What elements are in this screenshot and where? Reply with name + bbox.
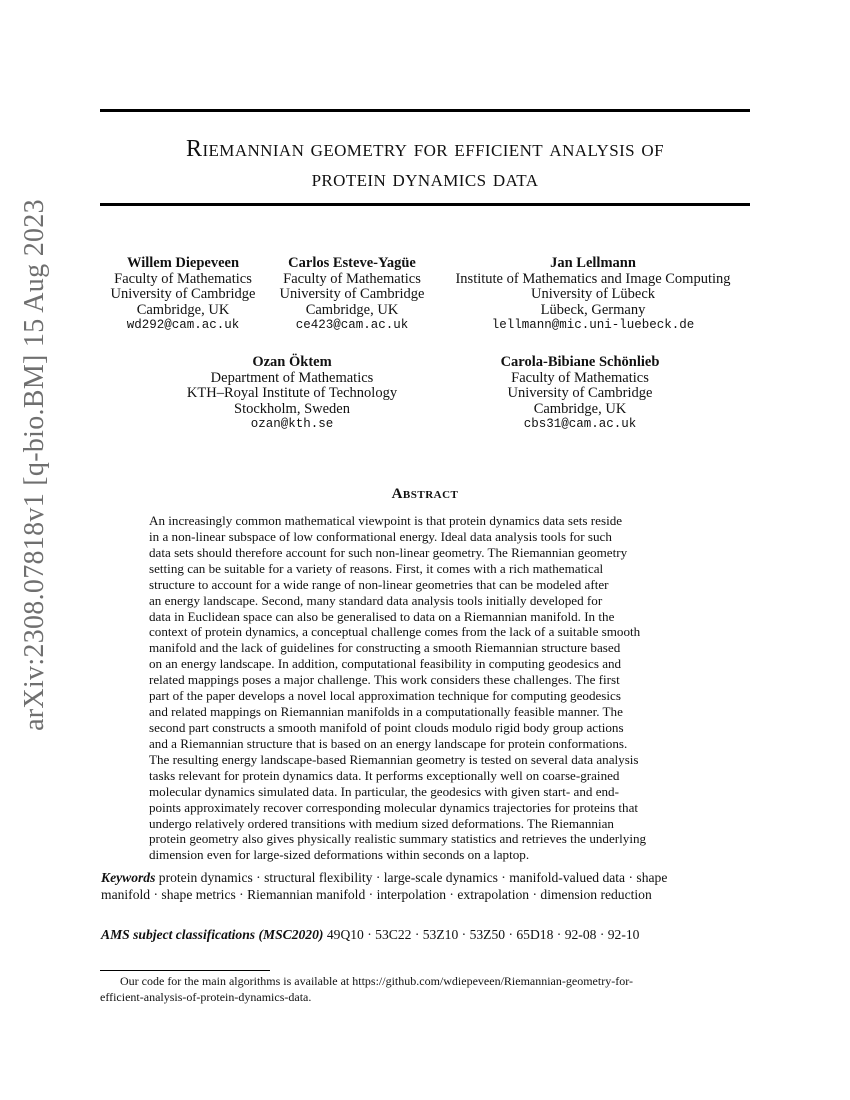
abstract-line: The resulting energy landscape-based Riemannian geometry is tested on several data analysis	[149, 751, 639, 767]
footnote-line-1: Our code for the main algorithms is available at https://github.com/wdiepeveen/Riemannian-geometry-for-	[120, 974, 633, 988]
arxiv-identifier: arXiv:2308.07818v1 [q-bio.BM] 15 Aug 2023	[19, 199, 50, 731]
abstract-line: structure to account for a wide range of non-linear geometries that can be modeled after	[149, 576, 609, 592]
abstract-heading: Abstract	[391, 486, 459, 502]
author-name: Carlos Esteve-Yagüe	[288, 255, 416, 271]
abstract-line: related mappings poses a major challenge. This work considers these challenges. The first	[149, 672, 620, 688]
ams-classifications	[101, 926, 751, 943]
keywords-section	[101, 869, 751, 903]
author-email: wd292@cam.ac.uk	[126, 318, 240, 332]
paper-title	[100, 134, 750, 194]
ams-codes: 49Q10 · 53C22 · 53Z10 · 53Z50 · 65D18 · 92-08 · 92-10	[326, 927, 640, 942]
author-block	[440, 256, 746, 334]
author-affiliation: Faculty of Mathematics	[114, 270, 252, 287]
author-affiliation: Faculty of Mathematics	[511, 369, 649, 386]
abstract-line: setting can be suitable for a variety of reasons. First, it comes with a rich mathematical	[149, 560, 604, 576]
abstract-line: in a non-linear subspace of low conformational energy. Ideal data analysis tools for such	[149, 528, 612, 544]
abstract-line: protein geometry also gives physically realistic summary statistics and retrieves the underlying	[149, 831, 647, 847]
title-bottom-rule	[100, 203, 750, 206]
author-institution: KTH–Royal Institute of Technology	[186, 385, 398, 401]
abstract-line: context of protein dynamics, a conceptual challenge comes from the lack of a suitable smooth	[149, 624, 641, 640]
abstract-line: undergo relatively ordered transitions with medium sized deformations. The Riemannian	[149, 815, 614, 831]
author-location: Cambridge, UK	[533, 400, 627, 417]
author-block	[180, 355, 404, 433]
abstract-line: and related mappings on Riemannian manifolds in a computationally feasible manner. The	[149, 704, 623, 720]
abstract-line: data in Euclidean space can also be generalised to data on a Riemannian manifold. In the	[149, 608, 615, 624]
author-institution: University of Cambridge	[110, 286, 256, 302]
author-email: lellmann@mic.uni-luebeck.de	[491, 318, 695, 332]
abstract-line: part of the paper develops a novel local approximation technique for computing geodesics	[149, 688, 621, 704]
author-email: ozan@kth.se	[250, 417, 334, 431]
keywords-list-part-1: protein dynamics · structural flexibility · large-scale dynamics · manifold-valued data · shape	[158, 870, 668, 885]
footnote	[100, 973, 760, 1005]
author-institution: University of Cambridge	[279, 286, 425, 302]
author-name: Ozan Öktem	[252, 354, 332, 370]
author-institution: University of Cambridge	[507, 385, 653, 401]
author-email: ce423@cam.ac.uk	[295, 318, 409, 332]
abstract-line: on an energy landscape. In addition, computational feasibility in computing geodesics and	[149, 656, 622, 672]
author-name: Carola-Bibiane Schönlieb	[500, 354, 660, 370]
abstract-line: an energy landscape. Second, many standard data analysis tools initially developed for	[149, 592, 603, 608]
abstract-line: dimension even for large-sized deformations within seconds on a laptop.	[149, 847, 530, 863]
author-block	[100, 256, 266, 334]
keywords-list-part-2: manifold · shape metrics · Riemannian manifold · interpolation · extrapolation · dimension reduction	[101, 887, 652, 902]
author-block	[269, 256, 435, 334]
abstract-line: points approximately recover corresponding molecular dynamics trajectories for proteins that	[149, 799, 639, 815]
author-affiliation: Institute of Mathematics and Image Computing	[455, 270, 731, 287]
abstract-line: tasks relevant for protein dynamics data. It performs exceptionally well on coarse-grained	[149, 767, 620, 783]
title-top-rule	[100, 109, 750, 112]
author-location: Stockholm, Sweden	[234, 400, 350, 417]
author-name: Jan Lellmann	[550, 255, 636, 271]
title-line-1: Riemannian geometry for efficient analysis of	[186, 136, 664, 162]
author-affiliation: Department of Mathematics	[210, 369, 374, 386]
abstract-line: and a Riemannian structure that is based on an energy landscape for protein conformations.	[149, 735, 628, 751]
keywords-line-1	[101, 869, 751, 886]
footnote-rule	[100, 970, 270, 971]
author-email: cbs31@cam.ac.uk	[523, 417, 637, 431]
author-institution: University of Lübeck	[530, 286, 656, 302]
title-line-2: protein dynamics data	[311, 166, 539, 192]
abstract-body	[149, 513, 700, 863]
abstract-line: manifold and the lack of guidelines for constructing a smooth Riemannian structure based	[149, 640, 621, 656]
footnote-line-2: efficient-analysis-of-protein-dynamics-data.	[100, 990, 312, 1004]
abstract-line: An increasingly common mathematical viewpoint is that protein dynamics data sets reside	[149, 513, 623, 528]
author-name: Willem Diepeveen	[126, 255, 240, 271]
author-location: Lübeck, Germany	[540, 301, 646, 318]
abstract-line: second part constructs a smooth manifold of point clouds modulo rigid body group actions	[149, 719, 624, 735]
author-affiliation: Faculty of Mathematics	[283, 270, 421, 287]
author-location: Cambridge, UK	[136, 301, 230, 318]
ams-label: AMS subject classifications (MSC2020)	[101, 927, 324, 942]
abstract-line: data sets should therefore account for such non-linear geometry. The Riemannian geometry	[149, 544, 628, 560]
keywords-label: Keywords	[101, 870, 156, 885]
author-block	[470, 355, 690, 433]
author-location: Cambridge, UK	[305, 301, 399, 318]
abstract-line: molecular dynamics simulated data. In particular, the geodesics with given start- and end-	[149, 783, 619, 799]
